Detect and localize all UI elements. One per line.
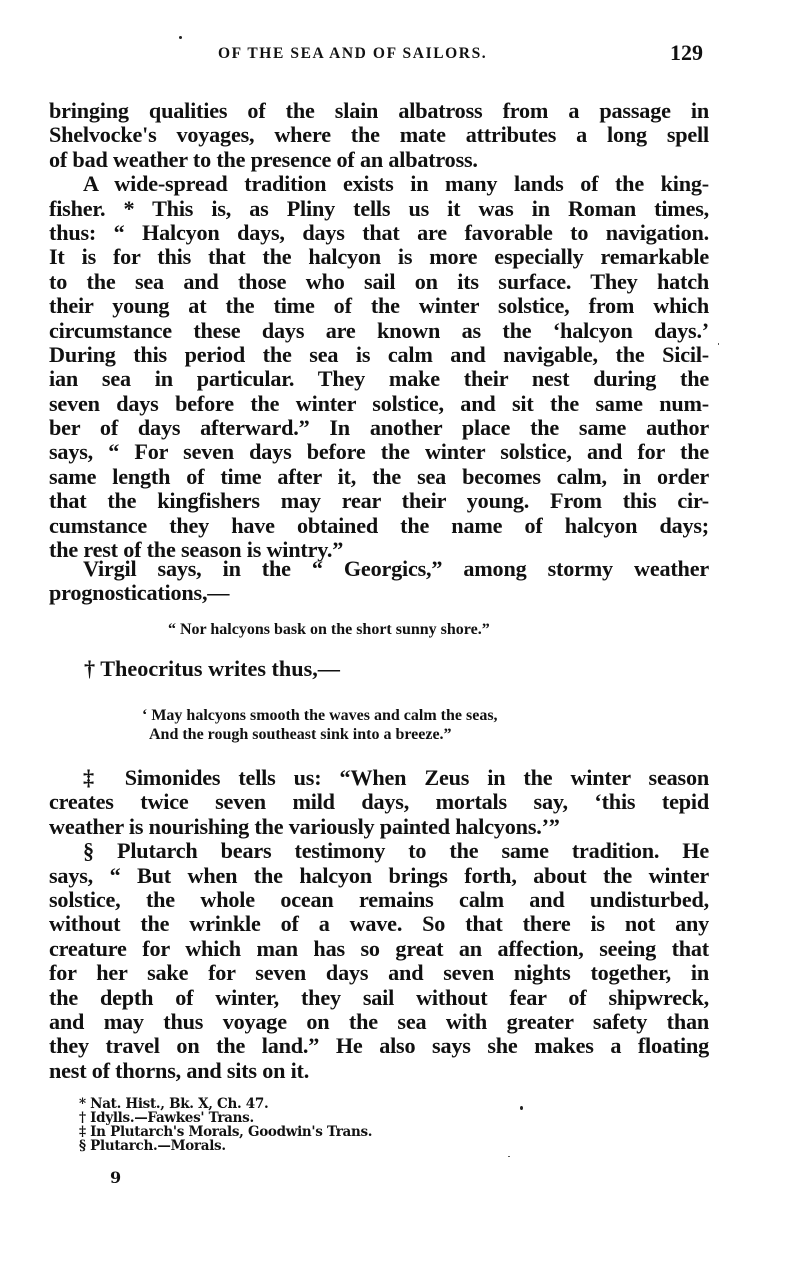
footnote: ‡ In Plutarch's Morals, Goodwin's Trans. [79, 1124, 373, 1140]
text-line: says, “ But when the halcyon brings forth, about the winter [49, 862, 709, 888]
footnotes [79, 1097, 372, 1153]
text-line: their young at the time of the winter solstice, from which [49, 293, 709, 319]
footnote: † Idylls.—Fawkes' Trans. [79, 1110, 254, 1126]
signature-mark: 9 [110, 1168, 122, 1187]
verse-line: “ Nor halcyons bask on the short sunny shore.” [168, 621, 490, 638]
verse-line: ‘ May halcyons smooth the waves and calm the seas, [142, 707, 498, 724]
text-line: creature for which man has so great an affection, seeing that [49, 935, 709, 961]
theocritus-line: † Theocritus writes thus,— [84, 656, 340, 681]
text-line: nest of thorns, and sits on it. [49, 1057, 310, 1083]
text-line: weather is nourishing the variously painted halcyons.’” [49, 813, 560, 839]
text-line: thus: “ Halcyon days, days that are favorable to navigation. [49, 219, 709, 245]
text-line: creates twice seven mild days, mortals say, ‘this tepid [49, 789, 709, 815]
text-line: ian sea in particular. They make their nest during the [49, 366, 709, 392]
text-line: of bad weather to the presence of an albatross. [49, 146, 478, 172]
text-line: the rest of the season is wintry.” [49, 537, 344, 563]
text-line: circumstance these days are known as the ‘halcyon days.’ [49, 317, 709, 343]
scan-speck [718, 343, 719, 345]
text-line: that the kingfishers may rear their young. From this cir- [49, 488, 709, 514]
text-line: and may thus voyage on the sea with greater safety than [49, 1008, 709, 1034]
text-line: ber of days afterward.” In another place the same author [49, 415, 709, 441]
text-line: same length of time after it, the sea becomes calm, in order [49, 463, 709, 489]
text-line: A wide-spread tradition exists in many lands of the king- [83, 171, 709, 197]
body-block-3 [49, 766, 709, 1083]
scan-speck [179, 36, 182, 39]
body-block-1 [49, 99, 709, 562]
text-line: During this period the sea is calm and navigable, the Sicil- [49, 341, 709, 367]
text-line: bringing qualities of the slain albatross from a passage in [49, 98, 709, 123]
text-line: solstice, the whole ocean remains calm and undisturbed, [49, 886, 709, 912]
text-line: It is for this that the halcyon is more especially remarkable [49, 244, 709, 270]
text-line: cumstance they have obtained the name of halcyon days; [49, 512, 709, 538]
text-line: seven days before the winter solstice, and sit the same num- [49, 390, 709, 416]
text-line: for her sake for seven days and seven nights together, in [49, 960, 709, 986]
text-line: ‡ Simonides tells us: “When Zeus in the winter season [83, 765, 709, 790]
verse-quote-virgil [168, 620, 490, 639]
text-line: to the sea and those who sail on its surface. They hatch [49, 268, 709, 294]
footnote: § Plutarch.—Morals. [79, 1138, 226, 1154]
running-head: OF THE SEA AND OF SAILORS. [218, 45, 488, 62]
text-line: § Plutarch bears testimony to the same tradition. He [83, 838, 709, 864]
text-line: they travel on the land.” He also says she makes a floating [49, 1033, 709, 1059]
text-line: fisher. * This is, as Pliny tells us it was in Roman times, [49, 195, 709, 221]
scan-speck [520, 1106, 523, 1110]
body-block-2 [49, 557, 709, 606]
verse-line: And the rough southeast sink into a breeze.” [149, 726, 452, 743]
page-number: 129 [670, 40, 703, 65]
text-line: Shelvocke's voyages, where the mate attributes a long spell [49, 122, 709, 148]
text-line: prognostications,— [49, 580, 230, 606]
verse-quote-theocritus [142, 706, 498, 744]
text-line: Virgil says, in the “ Georgics,” among stormy weather [83, 556, 709, 581]
text-line: the depth of winter, they sail without fear of shipwreck, [49, 984, 709, 1010]
footnote: * Nat. Hist., Bk. X, Ch. 47. [79, 1096, 269, 1112]
text-line: says, “ For seven days before the winter solstice, and for the [49, 439, 709, 465]
text-line: without the wrinkle of a wave. So that there is not any [49, 911, 709, 937]
scan-speck [508, 1156, 510, 1157]
